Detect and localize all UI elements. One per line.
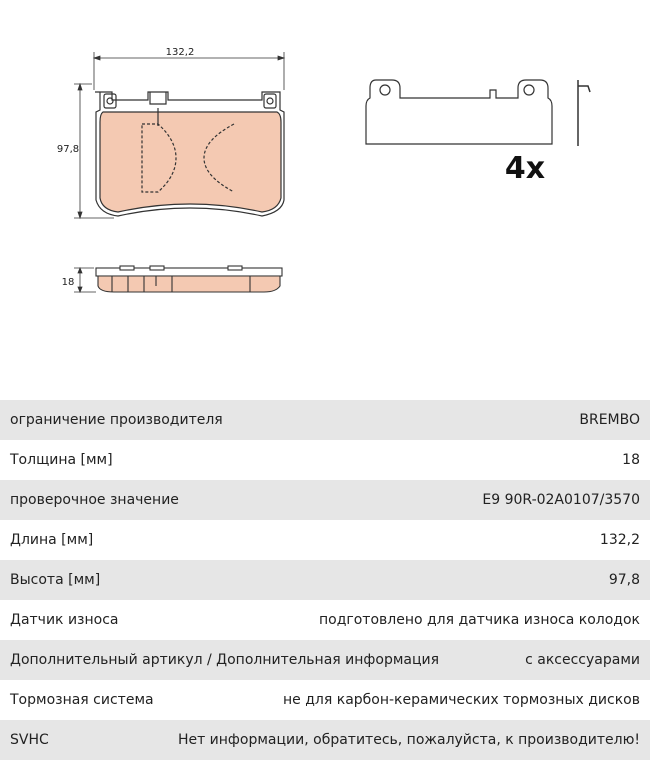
spec-row: [0, 720, 650, 760]
spec-label: Дополнительный артикул / Дополнительная информация: [10, 652, 440, 668]
spec-label: Датчик износа: [10, 612, 119, 628]
pad-front-view: [95, 92, 284, 216]
spec-label: проверочное значение: [10, 492, 179, 508]
spec-label: SVHC: [10, 732, 49, 748]
quantity-label: 4x: [504, 151, 546, 186]
length-label: 132,2: [165, 47, 195, 58]
spec-value: 18: [622, 452, 640, 468]
spec-row: [0, 480, 650, 520]
spec-label: Толщина [мм]: [10, 452, 113, 468]
spec-label: ограничение производителя: [10, 412, 223, 428]
spec-label: Высота [мм]: [10, 572, 101, 588]
spec-value: с аксессуарами: [525, 652, 640, 668]
spec-value: не для карбон-керамических тормозных дисков: [283, 692, 640, 708]
spec-row: [0, 600, 650, 640]
accessory-clip-drawing: [366, 80, 552, 144]
spec-row: [0, 560, 650, 600]
spec-value: 132,2: [599, 532, 640, 548]
spec-label: Тормозная система: [10, 692, 154, 708]
thickness-dimension: [74, 268, 96, 292]
spec-row: [0, 640, 650, 680]
spec-table: [0, 400, 650, 760]
spec-value: E9 90R-02A0107/3570: [482, 492, 640, 508]
spec-row: [0, 440, 650, 480]
thickness-label: 18: [61, 277, 75, 288]
pad-side-view: [96, 266, 282, 292]
spec-label: Длина [мм]: [10, 532, 94, 548]
height-label: 97,8: [56, 144, 80, 155]
spec-row: [0, 680, 650, 720]
spec-row: [0, 400, 650, 440]
spec-row: [0, 520, 650, 560]
spec-value: 97,8: [608, 572, 640, 588]
accessory-clip-side: [578, 80, 590, 146]
spec-value: подготовлено для датчика износа колодок: [318, 612, 640, 628]
spec-value: BREMBO: [579, 412, 640, 428]
spec-value: Нет информации, обратитесь, пожалуйста, к производителю!: [177, 732, 640, 748]
